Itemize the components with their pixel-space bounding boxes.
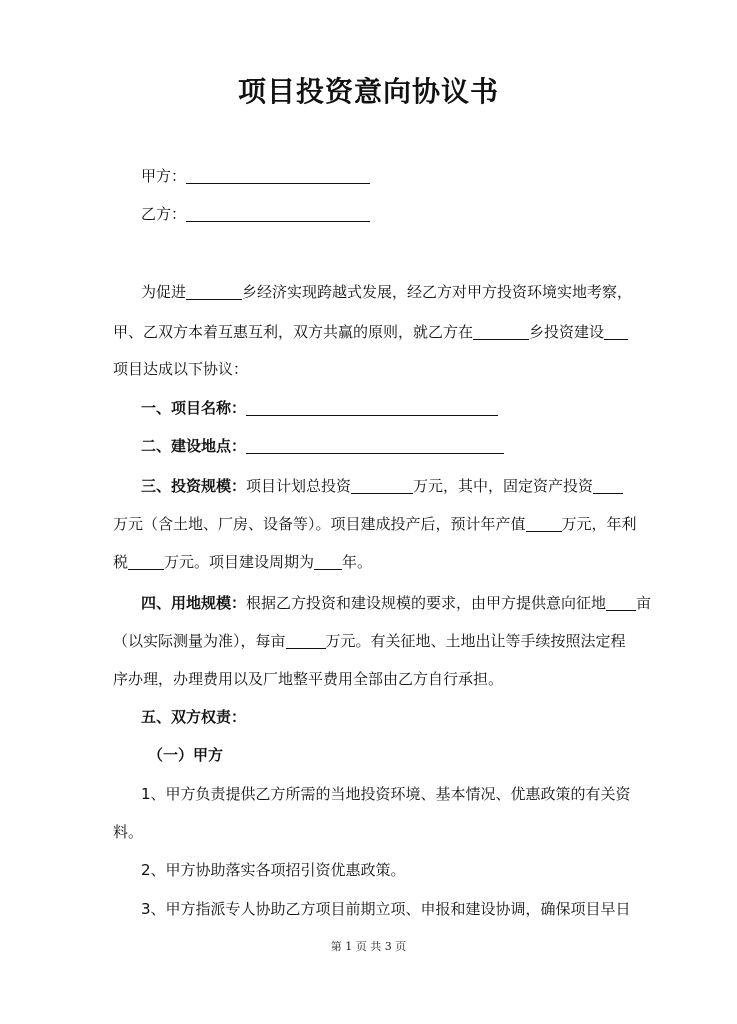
land-area-blank [606,594,636,611]
section-3-text: 万元。项目建设周期为 [164,553,315,571]
party-a-line [141,166,370,186]
section-4-heading: 四、用地规模： [141,594,247,612]
section-1-line [141,398,498,418]
section-3-text: 万元，年利 [561,515,637,533]
blank-project [604,323,628,340]
party-b-blank [186,205,370,222]
period-blank [314,553,342,570]
intro-text: 乡经济实现跨越式发展，经乙方对甲方投资环境实地考察， [242,283,633,301]
subsection-party-a [148,745,223,765]
section-4-line-2 [113,631,626,651]
document-title: 项目投资意向协议书 [237,75,499,108]
intro-text: 为促进 [141,283,187,301]
blank-township-1 [186,283,242,300]
section-4-line-1 [141,593,651,613]
section-4-text: 根据乙方投资和建设规模的要求，由甲方提供意向征地 [246,594,607,612]
intro-text: 乡投资建设 [529,323,605,341]
blank-township-2 [473,323,529,340]
section-2-line [141,436,504,456]
total-investment-blank [351,477,413,494]
section-3-heading: 三、投资规模： [141,477,247,495]
section-4-text: （以实际测量为准），每亩 [113,632,286,650]
party-b-line [141,204,370,224]
item-3-line-1: 3、甲方指派专人协助乙方项目前期立项、申报和建设协调，确保项目早日 [141,900,631,918]
item-2: 2、甲方协助落实各项招引资优惠政策。 [141,861,406,879]
tax-blank [128,553,164,570]
party-a-label: 甲方： [141,167,187,185]
page-footer: 第 1 页 共 3 页 [330,940,407,953]
location-blank [246,437,504,454]
item-1-line-2: 料。 [113,823,144,841]
intro-text: 甲、乙双方本着互惠互利，双方共赢的原则，就乙方在 [113,323,474,341]
section-4-line-3: 序办理，办理费用以及厂地整平费用全部由乙方自行承担。 [113,670,504,688]
section-3-line-3 [113,552,372,572]
section-3-line-2 [113,514,637,534]
section-5-heading [141,707,246,727]
annual-output-blank [526,515,562,532]
section-3-text: 万元（含土地、厂房、设备等）。项目建成投产后，预计年产值 [113,515,526,533]
fixed-assets-blank [593,477,623,494]
subsection-party-a-text: （一）甲方 [148,746,224,764]
section-4-text: 万元。有关征地、土地出让等手续按照法定程 [325,632,626,650]
section-3-text: 税 [113,553,129,571]
intro-line-3: 项目达成以下协议： [113,360,249,378]
section-4-text: 亩 [636,594,652,612]
party-a-blank [186,167,370,184]
project-name-blank [246,399,498,416]
section-5-heading-text: 五、双方权责： [141,708,247,726]
section-2-heading: 二、建设地点： [141,437,247,455]
section-3-line-1 [141,476,623,496]
intro-line-1 [141,282,632,302]
section-1-heading: 一、项目名称： [141,399,247,417]
party-b-label: 乙方： [141,205,187,223]
price-per-mu-blank [286,632,326,649]
section-3-text: 万元，其中，固定资产投资 [413,477,594,495]
item-1-line-1: 1、甲方负责提供乙方所需的当地投资环境、基本情况、优惠政策的有关资 [141,785,631,803]
intro-line-2 [113,322,628,342]
section-3-text: 年。 [342,553,373,571]
section-3-text: 项目计划总投资 [246,477,352,495]
